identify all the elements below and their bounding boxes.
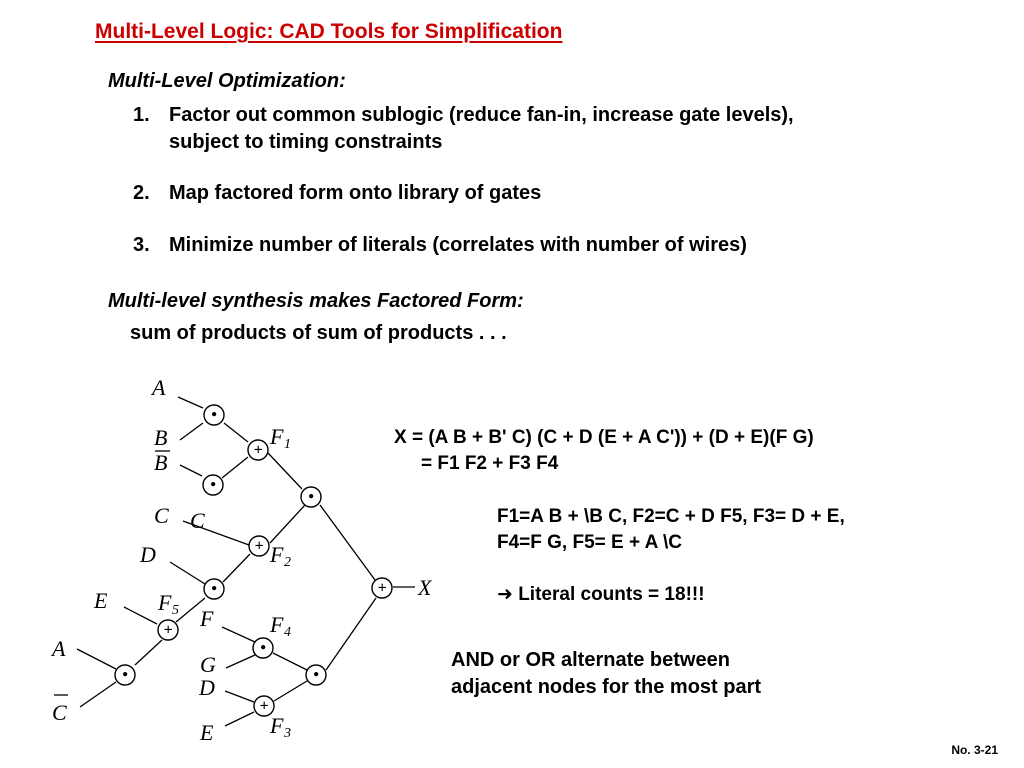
edge-or1-and3	[268, 453, 302, 489]
edge-and5-or5	[135, 640, 162, 665]
label-f5-subscript: 5	[172, 603, 179, 618]
label-c: C	[154, 503, 169, 528]
step-1-line-2: subject to timing constraints	[169, 131, 443, 153]
label-a: A	[152, 375, 166, 400]
label-a-2: A	[52, 636, 66, 661]
label-b: B	[154, 425, 168, 450]
label-f4-subscript: 4	[284, 625, 291, 640]
edge-and1-or1	[224, 423, 248, 442]
label-c-2: C	[190, 508, 205, 533]
label-f1: F	[270, 424, 284, 449]
edge-and3-orx	[320, 505, 375, 580]
or-symbol-f5: +	[163, 621, 173, 639]
label-f2-subscript: 2	[284, 555, 291, 570]
synthesis-subtext: sum of products of sum of products . . .	[130, 322, 507, 344]
edge-and4-or2	[223, 554, 250, 582]
step-1-line-1: Factor out common sublogic (reduce fan-in, increase gate levels),	[169, 104, 794, 126]
and-symbol-2: •	[210, 476, 216, 494]
label-f3: F	[270, 713, 284, 738]
label-e-2: E	[200, 720, 214, 745]
step-3-line-1: Minimize number of literals (correlates with number of wires)	[169, 234, 747, 256]
edge-cbar-and5	[80, 682, 116, 707]
edge-g-and7	[226, 655, 255, 668]
arrow-right-icon: ➜	[497, 584, 513, 605]
label-f: F	[200, 606, 214, 631]
label-b-bar: B	[154, 450, 168, 475]
edge-and2-or1	[222, 457, 248, 478]
and-symbol-6: •	[313, 666, 319, 684]
slide-number: No. 3-21	[951, 743, 998, 757]
or-symbol-x: +	[377, 579, 387, 597]
edge-b-and1	[180, 423, 203, 440]
or-symbol-f3: +	[259, 697, 269, 715]
edge-a-and1	[178, 397, 203, 408]
and-symbol-3: •	[308, 488, 314, 506]
label-f4: F	[270, 612, 284, 637]
alternate-note-line-2: adjacent nodes for the most part	[451, 676, 762, 698]
and-symbol-4: •	[211, 580, 217, 598]
literal-count-text: Literal counts = 18!!!	[518, 584, 705, 605]
edge-f-and7	[222, 627, 255, 642]
synthesis-heading: Multi-level synthesis makes Factored Form:	[108, 290, 524, 312]
label-d: D	[140, 542, 156, 567]
edge-d-and4	[170, 562, 205, 584]
or-symbol-f2: +	[254, 537, 264, 555]
page-title: Multi-Level Logic: CAD Tools for Simplification	[95, 20, 563, 43]
label-x: X	[418, 575, 432, 600]
tree-labels	[50, 375, 433, 745]
label-f1-subscript: 1	[284, 437, 291, 452]
edge-and7-and6	[273, 653, 307, 670]
edge-and6-orx	[326, 598, 376, 670]
x-equation-line-1: X = (A B + B' C) (C + D (E + A C')) + (D + E)(F G)	[394, 427, 814, 448]
alternate-note-line-1: AND or OR alternate between	[451, 649, 730, 671]
edge-d2-or3	[225, 691, 254, 702]
optimization-heading: Multi-Level Optimization:	[108, 70, 346, 92]
edge-or3-and6	[274, 681, 307, 701]
f-definitions-line-2: F4=F G, F5= E + A \C	[497, 532, 682, 553]
edge-a2-and5	[77, 649, 116, 669]
step-1-number: 1.	[133, 104, 150, 126]
edge-or2-and3	[270, 505, 305, 543]
label-f5: F	[158, 590, 172, 615]
label-f3-subscript: 3	[284, 726, 291, 741]
and-symbol-5: •	[122, 666, 128, 684]
and-symbol-1: •	[211, 406, 217, 424]
label-d-2: D	[199, 675, 215, 700]
step-3-number: 3.	[133, 234, 150, 256]
step-2-number: 2.	[133, 182, 150, 204]
step-2-line-1: Map factored form onto library of gates	[169, 182, 542, 204]
x-equation-line-2: = F1 F2 + F3 F4	[421, 453, 559, 474]
edge-bbar-and2	[180, 465, 202, 476]
edge-e2-or3	[225, 712, 254, 726]
edge-e-or5	[124, 607, 157, 624]
label-e: E	[94, 588, 108, 613]
and-symbol-f4: •	[260, 639, 266, 657]
label-f2: F	[270, 542, 284, 567]
label-c-bar: C	[52, 700, 67, 725]
tree-edges	[54, 397, 415, 726]
or-symbol-f1: +	[253, 441, 263, 459]
f-definitions-line-1: F1=A B + \B C, F2=C + D F5, F3= D + E,	[497, 506, 845, 527]
label-g: G	[200, 652, 216, 677]
